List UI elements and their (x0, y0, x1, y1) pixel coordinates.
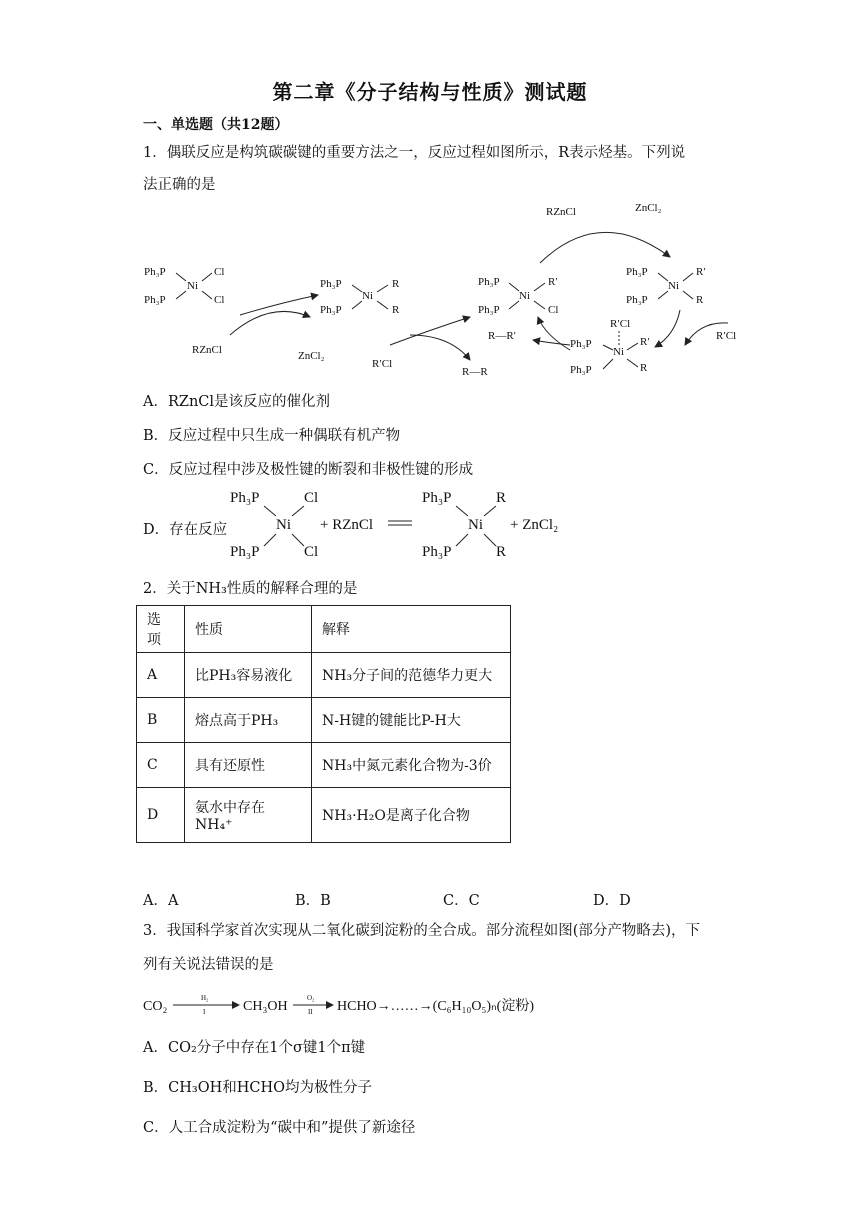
c5-ni: Ni (613, 346, 624, 358)
c3-rprime: R′ (548, 276, 558, 288)
table-cell: NH₃中氮元素化合物为-3价 (312, 743, 511, 788)
eq-right-ph3p-top: Ph₃P (422, 490, 452, 506)
rr-label: R—R (462, 366, 488, 378)
c4-rprime: R′ (696, 266, 706, 278)
zncl2-label-2: ZnCl₂ (635, 202, 662, 214)
c3-ni: Ni (519, 290, 530, 302)
eq-left-ph3p-bottom: Ph₃P (230, 544, 260, 560)
c2-ph3p-top: Ph₃P (320, 278, 342, 290)
q3-synthesis-flow (143, 990, 603, 1020)
q1-stem-line1: 1．偶联反应是构筑碳碳键的重要方法之一，反应过程如图所示，R表示烃基。下列说 (143, 145, 686, 161)
c2-ph3p-bottom: Ph₃P (320, 304, 342, 316)
eq-left-ni: Ni (276, 517, 291, 533)
flow-co2: CO₂ (143, 999, 168, 1014)
table-cell: 比PH₃容易液化 (185, 653, 312, 698)
table-row (137, 698, 511, 743)
flow-rest: HCHO→……→(C₆H₁₀O₅)ₙ(淀粉) (337, 999, 534, 1014)
q1-option-d-equation (228, 484, 588, 564)
eq-right-r-top: R (496, 490, 507, 506)
table-row (137, 743, 511, 788)
flow-step2: II (308, 1008, 313, 1016)
table-cell: 具有还原性 (185, 743, 312, 788)
eq-plus-zncl2: + ZnCl₂ (510, 517, 559, 533)
rprimecl-label-2: R′Cl (716, 330, 737, 342)
table-row (137, 653, 511, 698)
flow-ch3oh: CH₃OH (243, 999, 288, 1014)
table-header-cell: 解释 (312, 606, 511, 653)
q3-stem-line1: 3．我国科学家首次实现从二氧化碳到淀粉的全合成。部分流程如图(部分产物略去)，下 (143, 923, 701, 939)
q2-answer-a: A．A (143, 893, 179, 909)
c2-r-bottom: R (392, 304, 400, 316)
q1-option-d: D．存在反应 (143, 522, 228, 538)
zncl2-label-1: ZnCl₂ (298, 350, 325, 362)
c4-r: R (696, 294, 704, 306)
q3-stem-line2: 列有关说法错误的是 (143, 957, 274, 973)
eq-plus-rzncl: + RZnCl (320, 517, 374, 533)
q3-option-a: A．CO₂分子中存在1个σ键1个π键 (143, 1040, 366, 1056)
table-cell: D (137, 788, 185, 843)
c4-ni: Ni (668, 280, 679, 292)
table-cell: B (137, 698, 185, 743)
table-cell: 熔点高于PH₃ (185, 698, 312, 743)
section-heading: 一、单选题（共12题） (143, 117, 289, 133)
q1-option-c: C．反应过程中涉及极性键的断裂和非极性键的形成 (143, 462, 474, 478)
rrprime-label: R—R′ (488, 330, 517, 342)
c4-ph3p-top: Ph₃P (626, 266, 648, 278)
q2-answer-d: D．D (593, 893, 631, 909)
table-header-cell: 性质 (185, 606, 312, 653)
table-row (137, 788, 511, 843)
table-cell: NH₃分子间的范德华力更大 (312, 653, 511, 698)
eq-right-ni: Ni (468, 517, 483, 533)
table-cell: NH₃·H₂O是离子化合物 (312, 788, 511, 843)
table-cell: C (137, 743, 185, 788)
table-header-row (137, 606, 511, 653)
c3-cl: Cl (548, 304, 559, 316)
q3-option-b: B．CH₃OH和HCHO均为极性分子 (143, 1080, 373, 1096)
flow-o2: O₂ (307, 994, 315, 1002)
flow-h2: H₂ (201, 994, 209, 1002)
rzncl-label-1: RZnCl (192, 344, 222, 356)
c1-cl-top: Cl (214, 266, 225, 278)
c1-ph3p-bottom: Ph₃P (144, 294, 166, 306)
q2-answer-b: B．B (295, 893, 331, 909)
c5-ph3p-bottom: Ph₃P (570, 364, 592, 376)
eq-right-ph3p-bottom: Ph₃P (422, 544, 452, 560)
eq-left-cl-top: Cl (304, 490, 319, 506)
table-cell: N-H键的键能比P-H大 (312, 698, 511, 743)
q1-option-a: A．RZnCl是该反应的催化剂 (143, 394, 331, 410)
table-header-cell: 选项 (137, 606, 185, 653)
table-cell: A (137, 653, 185, 698)
c5-ph3p-top: Ph₃P (570, 338, 592, 350)
c1-ph3p-top: Ph₃P (144, 266, 166, 278)
c5-rprime: R′ (640, 336, 650, 348)
c5-r: R (640, 362, 648, 374)
eq-right-r-bottom: R (496, 544, 507, 560)
c1-cl-bottom: Cl (214, 294, 225, 306)
q1-catalytic-cycle-diagram (140, 195, 760, 385)
c1-ni: Ni (187, 280, 198, 292)
c3-ph3p-bottom: Ph₃P (478, 304, 500, 316)
c5-rprimecl: R′Cl (610, 318, 631, 330)
eq-left-cl-bottom: Cl (304, 544, 319, 560)
rzncl-label-2: RZnCl (546, 206, 576, 218)
page-title: 第二章《分子结构与性质》测试题 (272, 80, 588, 104)
q3-option-c: C．人工合成淀粉为“碳中和”提供了新途径 (143, 1120, 416, 1136)
table-cell: 氨水中存在NH₄⁺ (185, 788, 312, 843)
flow-step1: I (203, 1008, 206, 1016)
eq-left-ph3p-top: Ph₃P (230, 490, 260, 506)
c2-r-top: R (392, 278, 400, 290)
q1-option-b: B．反应过程中只生成一种偶联有机产物 (143, 428, 401, 444)
c2-ni: Ni (362, 290, 373, 302)
rprimecl-label-1: R′Cl (372, 358, 393, 370)
q2-stem: 2．关于NH₃性质的解释合理的是 (143, 581, 358, 597)
q2-table (136, 605, 511, 843)
c3-ph3p-top: Ph₃P (478, 276, 500, 288)
q2-answer-c: C．C (443, 893, 480, 909)
c4-ph3p-bottom: Ph₃P (626, 294, 648, 306)
q1-stem-line2: 法正确的是 (143, 177, 216, 193)
